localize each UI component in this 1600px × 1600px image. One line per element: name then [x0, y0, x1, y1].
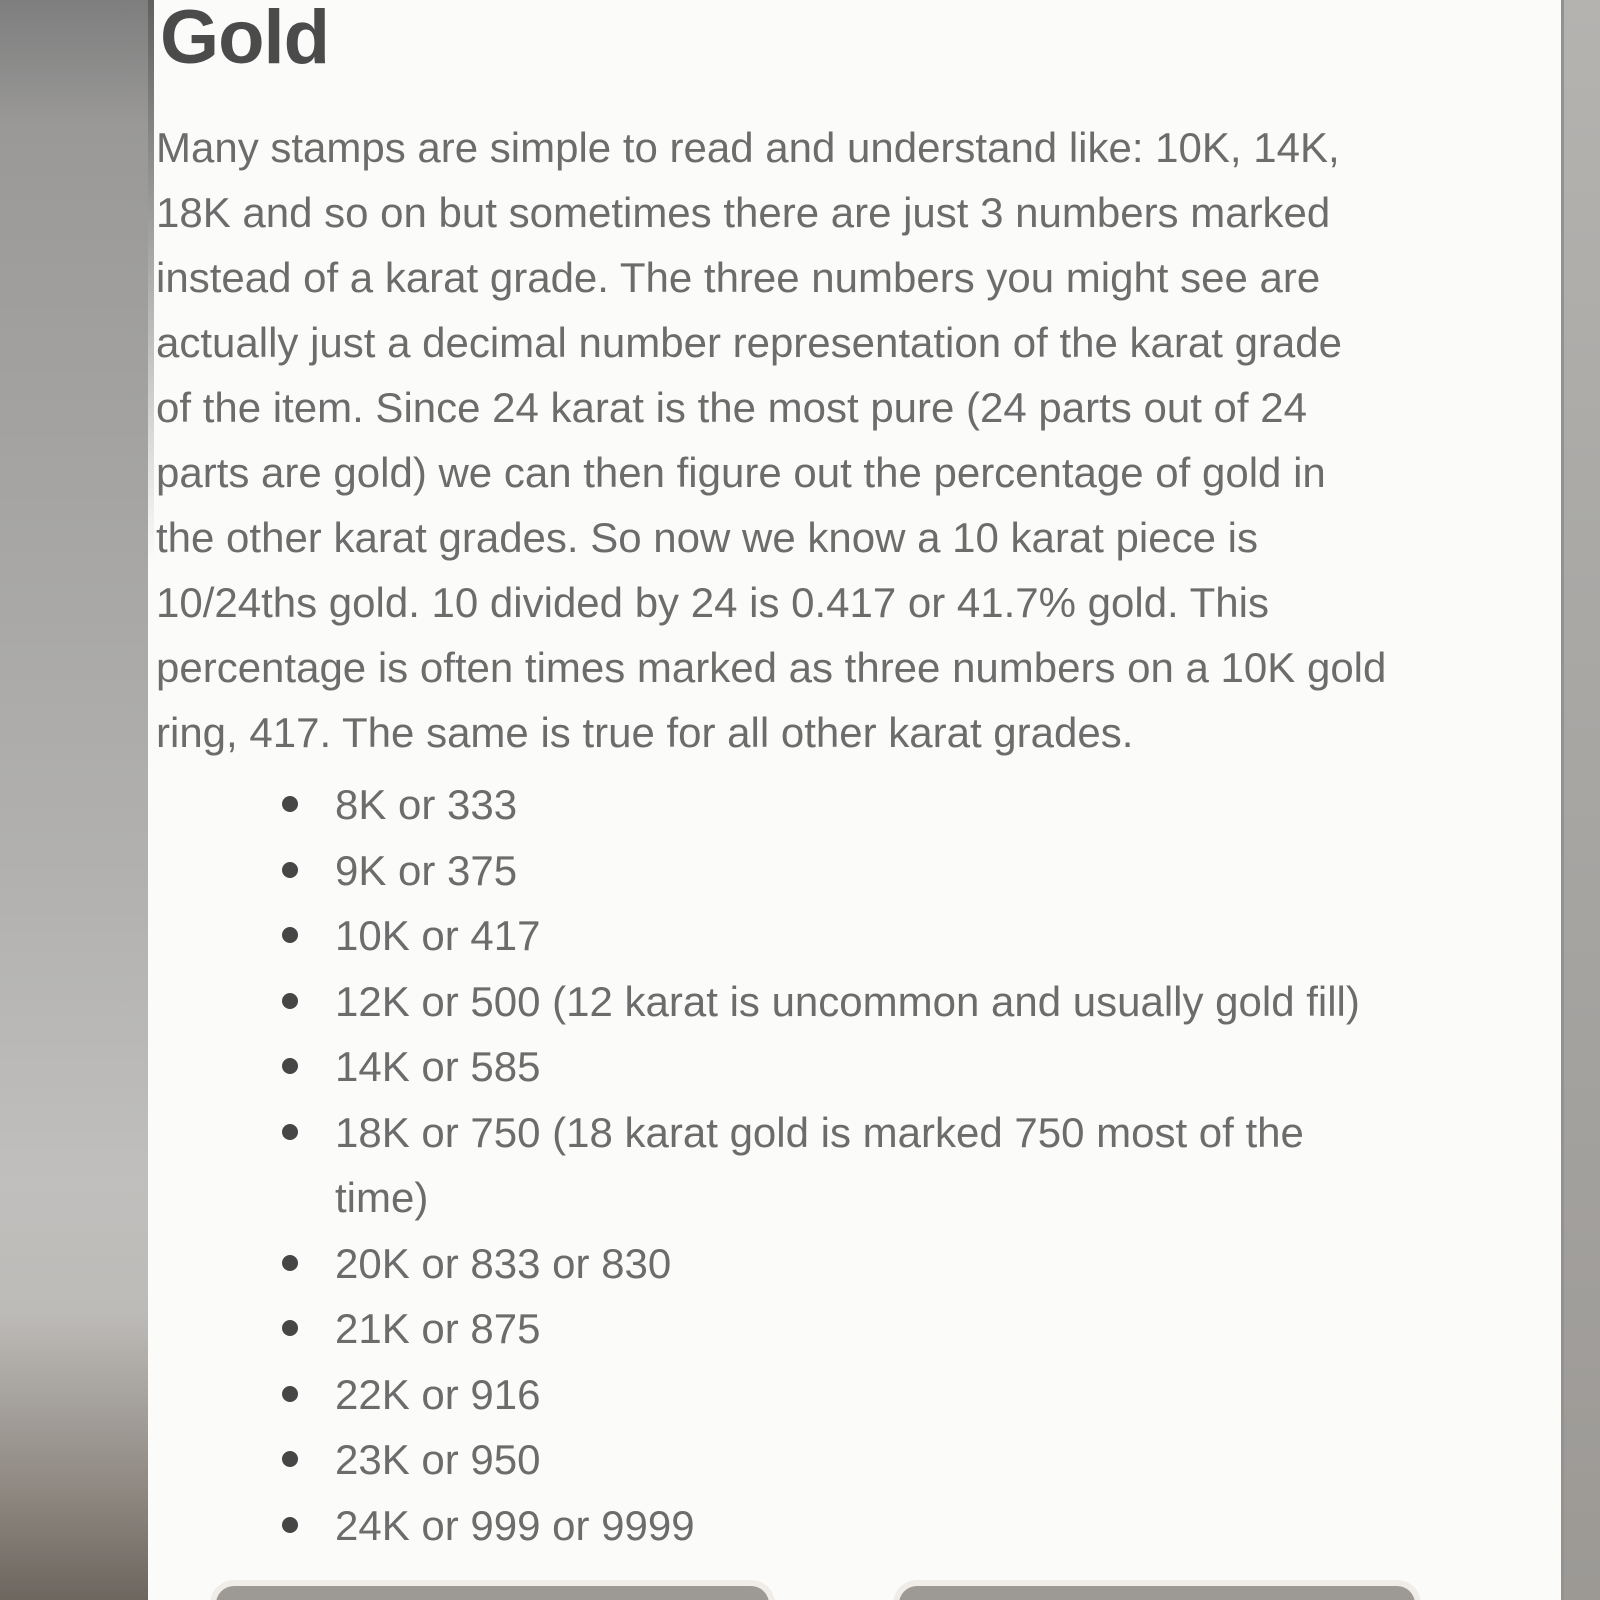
paragraph-line: Many stamps are simple to read and understand like: 10K, 14K, [156, 124, 1340, 171]
bullet-icon [282, 1058, 298, 1074]
list-item [282, 1100, 1360, 1231]
list-item-text [335, 1362, 541, 1428]
background-right-blur [1561, 0, 1600, 1600]
paragraph-line: 18K and so on but sometimes there are just 3 numbers marked [156, 189, 1331, 236]
list-item [282, 1034, 1360, 1100]
list-item-line: 23K or 950 [335, 1436, 541, 1483]
list-item-line: 14K or 585 [335, 1043, 541, 1090]
list-item-text [335, 1493, 695, 1559]
paragraph-line: of the item. Since 24 karat is the most pure (24 parts out of 24 [156, 384, 1307, 431]
list-item [282, 903, 1360, 969]
list-item-line: 10K or 417 [335, 912, 541, 959]
intro-paragraph [156, 115, 1386, 765]
list-item-text [335, 1296, 541, 1362]
bullet-icon [282, 1451, 298, 1467]
list-item [282, 1427, 1360, 1493]
list-item-text [335, 838, 517, 904]
list-item-line: 12K or 500 (12 karat is uncommon and usually gold fill) [335, 977, 1360, 1025]
paragraph-line: instead of a karat grade. The three numbers you might see are [156, 254, 1321, 301]
bullet-icon [282, 1255, 298, 1271]
list-item [282, 772, 1360, 838]
list-item-text [335, 1034, 541, 1100]
list-item-line: time) [335, 1174, 429, 1221]
list-item [282, 1493, 1360, 1559]
paragraph-line: ring, 417. The same is true for all other karat grades. [156, 709, 1134, 756]
karat-list [282, 772, 1360, 1558]
page-left-shadow [148, 0, 154, 560]
bullet-icon [282, 1517, 298, 1533]
bullet-icon [282, 1124, 298, 1140]
background-left-blur [0, 0, 148, 1600]
bullet-icon [282, 1320, 298, 1336]
list-item [282, 1362, 1360, 1428]
paragraph-line: the other karat grades. So now we know a 10 karat piece is [156, 514, 1258, 561]
bullet-icon [282, 1386, 298, 1402]
list-item-text [335, 903, 541, 969]
list-item [282, 969, 1360, 1035]
list-item [282, 1296, 1360, 1362]
document-page [148, 0, 1561, 1600]
paragraph-line: percentage is often times marked as three numbers on a 10K gold [156, 644, 1387, 691]
list-item-line: 22K or 916 [335, 1370, 541, 1418]
partial-button-right[interactable] [893, 1580, 1421, 1600]
bullet-icon [282, 993, 298, 1009]
paragraph-line: actually just a decimal number representation of the karat grade [156, 319, 1342, 366]
page-title: Gold [160, 0, 330, 80]
list-item [282, 1231, 1360, 1297]
list-item-text [335, 1231, 671, 1297]
list-item-line: 20K or 833 or 830 [335, 1239, 672, 1287]
list-item-line: 24K or 999 or 9999 [335, 1501, 695, 1549]
list-item-line: 21K or 875 [335, 1305, 541, 1352]
bullet-icon [282, 862, 298, 878]
bullet-icon [282, 927, 298, 943]
list-item [282, 838, 1360, 904]
list-item-text [335, 969, 1360, 1035]
list-item-line: 18K or 750 (18 karat gold is marked 750 most of the [335, 1108, 1304, 1156]
paragraph-line: parts are gold) we can then figure out the percentage of gold in [156, 449, 1326, 496]
list-item-text [335, 1427, 541, 1493]
list-item-line: 9K or 375 [335, 846, 518, 894]
partial-button-left[interactable] [210, 1580, 775, 1600]
list-item-text [335, 772, 517, 838]
list-item-line: 8K or 333 [335, 781, 518, 828]
paragraph-line: 10/24ths gold. 10 divided by 24 is 0.417 or 41.7% gold. This [156, 579, 1269, 626]
bullet-icon [282, 796, 298, 812]
list-item-text [335, 1100, 1304, 1231]
